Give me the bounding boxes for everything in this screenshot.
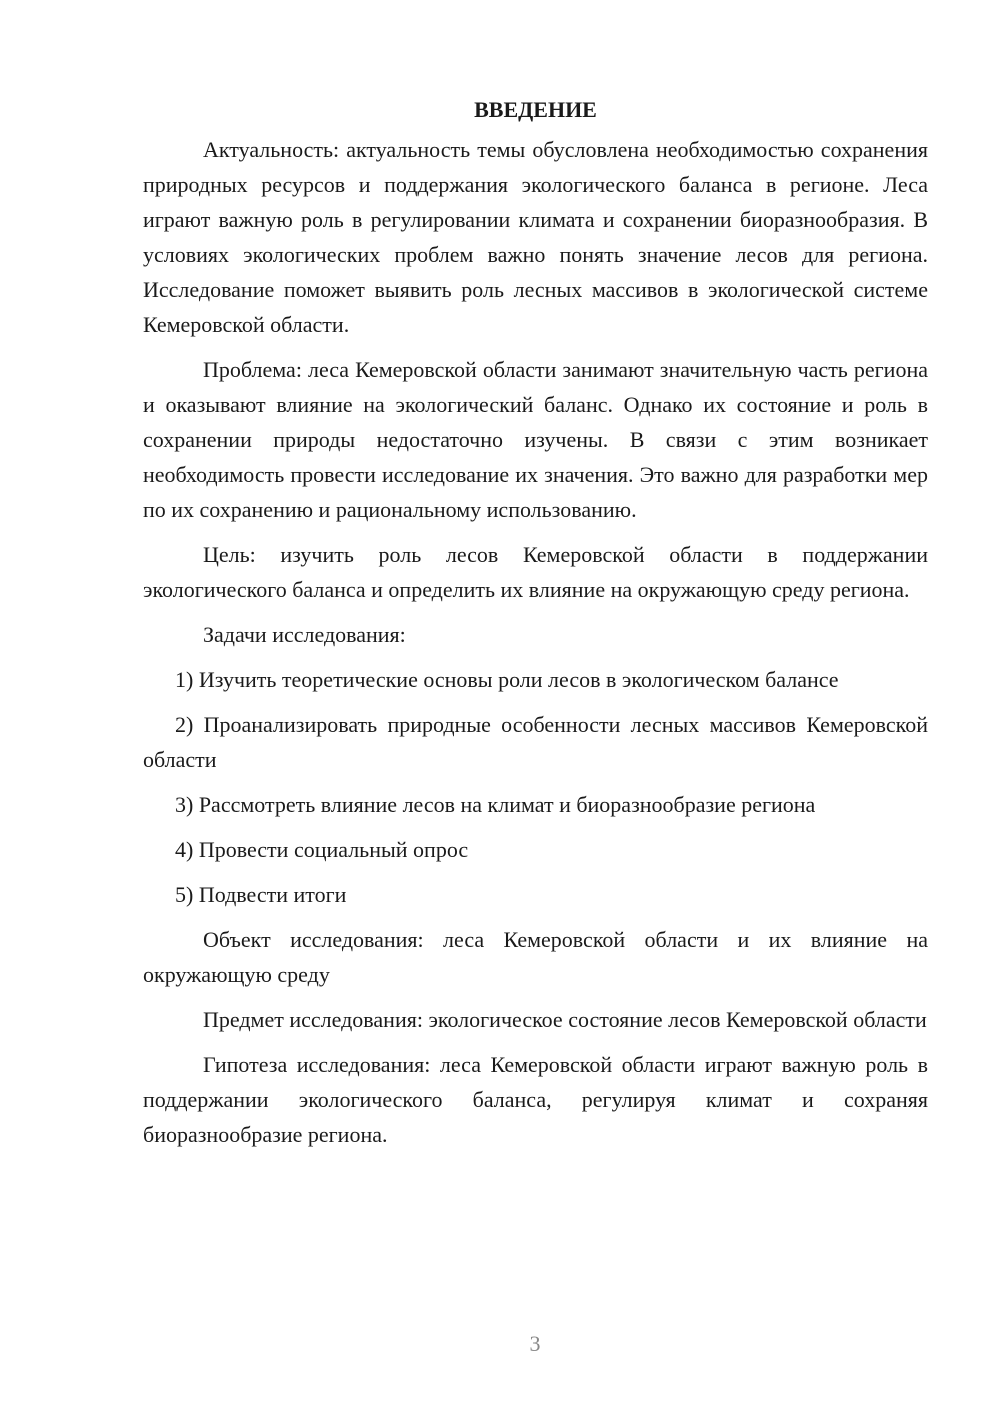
paragraph-goal: Цель: изучить роль лесов Кемеровской области в поддержании экологического баланса и определить их влияние на окружающую среду региона. xyxy=(143,542,928,602)
paragraph-hypothesis: Гипотеза исследования: леса Кемеровской области играют важную роль в поддержании экологического баланса, регулируя климат и сохраняя биоразнообразие региона. xyxy=(143,1052,928,1147)
paragraph-relevance: Актуальность: актуальность темы обусловлена необходимостью сохранения природных ресурсов и поддержания экологического баланса в регионе. Леса играют важную роль в регулировании климата и сохранении биоразнообразия. В условиях экологических проблем важно понять значение лесов для региона. Исследование поможет выявить роль лесных массивов в экологической системе Кемеровской области. xyxy=(143,137,928,337)
section-title: ВВЕДЕНИЕ xyxy=(474,97,597,122)
task-item-4: 4) Провести социальный опрос xyxy=(175,837,469,862)
task-item-5: 5) Подвести итоги xyxy=(175,882,347,907)
page-number: 3 xyxy=(529,1331,541,1356)
tasks-heading: Задачи исследования: xyxy=(203,622,406,647)
paragraph-problem: Проблема: леса Кемеровской области занимают значительную часть региона и оказывают влияние на экологический баланс. Однако их состояние и роль в сохранении природы недостаточно изучены. В связи с этим возникает необходимость провести исследование их значения. Это важно для разработки мер по их сохранению и рациональному использованию. xyxy=(143,357,928,522)
document-page xyxy=(143,92,928,1152)
paragraph-object: Объект исследования: леса Кемеровской области и их влияние на окружающую среду xyxy=(143,927,928,987)
paragraph-subject: Предмет исследования: экологическое состояние лесов Кемеровской области xyxy=(203,1007,927,1032)
task-item-3: 3) Рассмотреть влияние лесов на климат и биоразнообразие региона xyxy=(175,792,816,817)
task-item-1: 1) Изучить теоретические основы роли лесов в экологическом балансе xyxy=(175,667,839,692)
task-item-2: 2) Проанализировать природные особенности лесных массивов Кемеровской области xyxy=(143,712,928,772)
